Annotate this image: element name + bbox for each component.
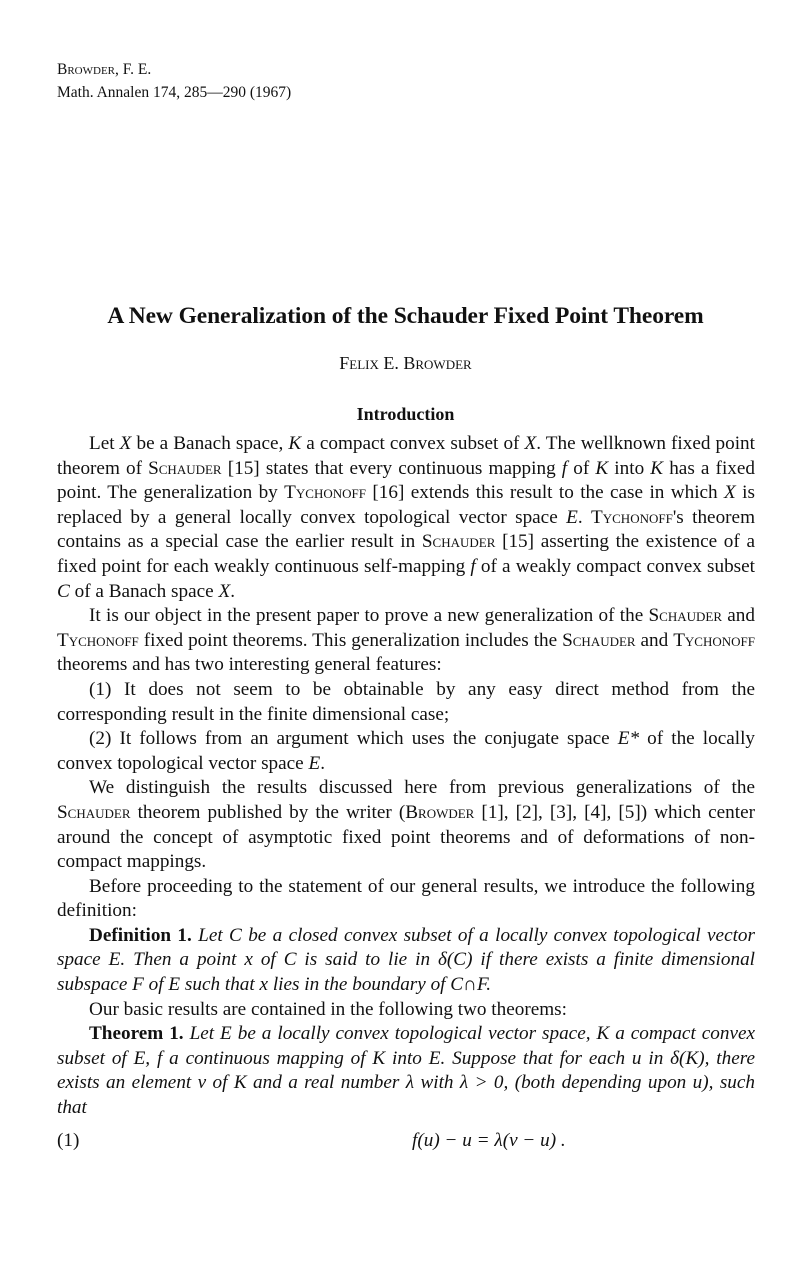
header-citation: Math. Annalen 174, 285—290 (1967) — [57, 84, 292, 101]
theorem-1-text: Let E be a locally convex topological vector space, K a compact convex subset of E, f a continuous mapping of K into E. Suppose that for each u in δ(K), there exists an element v of K and a real number λ with λ > 0, (both depending upon u), such that — [57, 1023, 755, 1119]
paragraph-4: (2) It follows from an argument which uses the conjugate space E* of the locally convex topological vector space E. — [57, 728, 756, 774]
equation-formula: f(u) − u = λ(v − u) . — [412, 1129, 566, 1151]
paragraph-8: Our basic results are contained in the following two theorems: — [89, 998, 567, 1020]
paper-author: Felix E. Browder — [339, 353, 472, 373]
header-author — [57, 58, 291, 81]
theorem-1 — [57, 1022, 755, 1120]
definition-1 — [57, 924, 755, 998]
citation-header — [57, 58, 291, 104]
equation-1 — [57, 1125, 755, 1157]
body-text — [57, 432, 755, 1157]
paragraph-2: It is our object in the present paper to prove a new generalization of the Schauder and Tychonoff fixed point theorems. This generalization includes the Schauder and Tychonoff theorems and has two interesting general features: — [57, 605, 755, 676]
paragraph-5: We distinguish the results discussed here from previous generalizations of the Schauder theorem published by the writer (Browder [1], [2], [3], [4], [5]) which center around the concept of asymptotic fixed point theorems and of deformations of non-compact mappings. — [57, 777, 756, 873]
header-author-name: Browder — [57, 61, 116, 78]
theorem-1-label: Theorem 1. — [89, 1023, 184, 1045]
paragraph-6: Before proceeding to the statement of our general results, we introduce the following definition: — [57, 875, 755, 922]
definition-1-text: Let C be a closed convex subset of a locally convex topological vector space E. Then a point x of C is said to lie in δ(C) if there exists a finite dimensional subspace F of E such that x lies in the boundary of C∩F. — [57, 924, 755, 996]
paragraph-1: Let X be a Banach space, K a compact convex subset of X. The wellknown fixed point theorem of Schauder [15] states that every continuous mapping f of K into K has a fixed point. The generalization by Tychonoff [16] extends this result to the case in which X is replaced by a general locally convex topological vector space E. Tychonoff's theorem contains as a special case the earlier result in Schauder [15] asserting the existence of a fixed point for each weakly continuous self-mapping f of a weakly compact convex subset C of a Banach space X. — [57, 433, 756, 602]
paragraph-3: (1) It does not seem to be obtainable by any easy direct method from the corresponding result in the finite dimensional case; — [57, 678, 755, 725]
equation-number: (1) — [57, 1129, 80, 1151]
section-heading: Introduction — [356, 404, 455, 424]
header-author-initials: , F. E. — [115, 61, 152, 78]
definition-1-label: Definition 1. — [89, 924, 192, 946]
paper-title: A New Generalization of the Schauder Fixed Point Theorem — [107, 303, 704, 329]
